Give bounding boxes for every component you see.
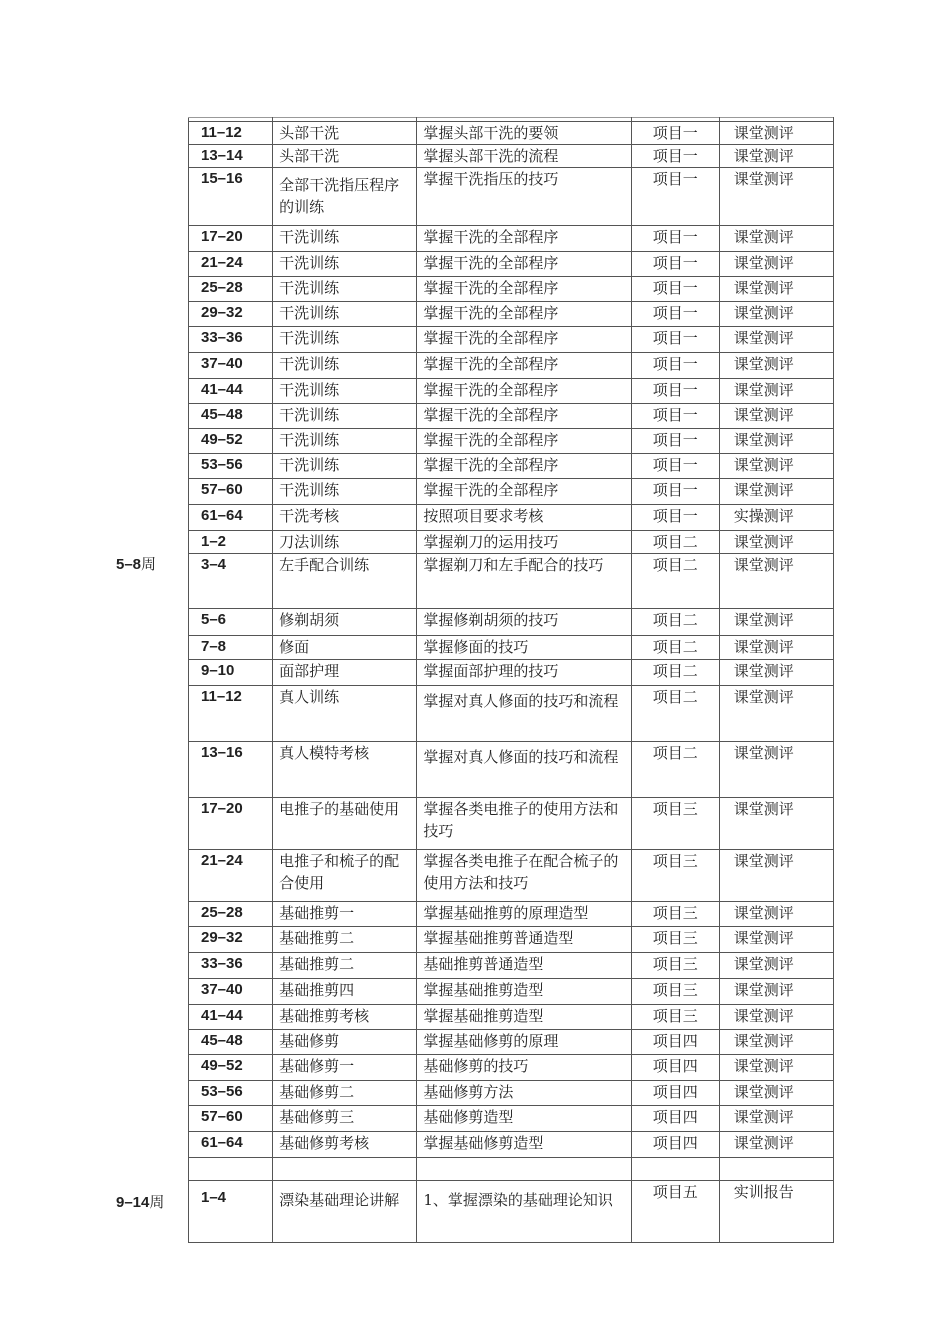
project-name: 项目三 xyxy=(631,953,719,979)
session-number: 25–28 xyxy=(189,277,273,302)
table-row xyxy=(189,429,834,454)
evaluation-method: 课堂测评 xyxy=(719,979,833,1005)
session-goal: 掌握各类电推子在配合梳子的使用方法和技巧 xyxy=(417,850,631,902)
project-name: 项目一 xyxy=(631,145,719,168)
evaluation-method: 课堂测评 xyxy=(719,953,833,979)
session-goal: 基础修剪方法 xyxy=(417,1081,631,1106)
evaluation-method: 课堂测评 xyxy=(719,302,833,327)
session-goal: 掌握对真人修面的技巧和流程 xyxy=(417,686,631,742)
project-name: 项目一 xyxy=(631,429,719,454)
evaluation-method: 课堂测评 xyxy=(719,636,833,660)
evaluation-method: 课堂测评 xyxy=(719,850,833,902)
evaluation-method: 课堂测评 xyxy=(719,902,833,927)
session-number: 25–28 xyxy=(189,902,273,927)
session-topic: 干洗考核 xyxy=(273,505,417,531)
session-number: 33–36 xyxy=(189,953,273,979)
table-row xyxy=(189,742,834,798)
project-name: 项目二 xyxy=(631,742,719,798)
session-number: 61–64 xyxy=(189,505,273,531)
project-name: 项目一 xyxy=(631,479,719,505)
evaluation-method: 实操测评 xyxy=(719,505,833,531)
evaluation-method: 课堂测评 xyxy=(719,1081,833,1106)
table-row xyxy=(189,505,834,531)
session-goal: 掌握干洗的全部程序 xyxy=(417,429,631,454)
table-row xyxy=(189,1181,834,1243)
session-number: 13–14 xyxy=(189,145,273,168)
session-goal: 掌握基础推剪造型 xyxy=(417,1005,631,1030)
evaluation-method: 课堂测评 xyxy=(719,353,833,379)
session-goal: 掌握干洗的全部程序 xyxy=(417,479,631,505)
session-number: 11–12 xyxy=(189,122,273,145)
evaluation-method: 课堂测评 xyxy=(719,798,833,850)
project-name: 项目二 xyxy=(631,686,719,742)
project-name: 项目一 xyxy=(631,252,719,277)
table-row xyxy=(189,252,834,277)
table-row xyxy=(189,1005,834,1030)
evaluation-method: 课堂测评 xyxy=(719,1055,833,1081)
table-row xyxy=(189,122,834,145)
session-number: 53–56 xyxy=(189,454,273,479)
session-topic: 修剃胡须 xyxy=(273,609,417,636)
session-number: 17–20 xyxy=(189,798,273,850)
session-topic: 干洗训练 xyxy=(273,327,417,353)
project-name: 项目二 xyxy=(631,636,719,660)
project-name: 项目二 xyxy=(631,554,719,609)
session-number: 57–60 xyxy=(189,1106,273,1132)
session-topic: 电推子和梳子的配合使用 xyxy=(273,850,417,902)
session-topic: 基础推剪考核 xyxy=(273,1005,417,1030)
session-goal: 掌握基础推剪的原理造型 xyxy=(417,902,631,927)
session-number: 15–16 xyxy=(189,168,273,226)
table-row xyxy=(189,454,834,479)
table-row xyxy=(189,277,834,302)
project-name: 项目三 xyxy=(631,902,719,927)
session-topic: 头部干洗 xyxy=(273,145,417,168)
project-name: 项目一 xyxy=(631,327,719,353)
session-topic: 基础修剪考核 xyxy=(273,1132,417,1158)
session-topic: 干洗训练 xyxy=(273,226,417,252)
project-name: 项目三 xyxy=(631,850,719,902)
session-topic: 基础修剪三 xyxy=(273,1106,417,1132)
session-topic: 干洗训练 xyxy=(273,404,417,429)
session-number: 61–64 xyxy=(189,1132,273,1158)
evaluation-method: 课堂测评 xyxy=(719,554,833,609)
session-number: 49–52 xyxy=(189,1055,273,1081)
session-number: 37–40 xyxy=(189,979,273,1005)
evaluation-method: 课堂测评 xyxy=(719,1132,833,1158)
session-topic: 基础修剪 xyxy=(273,1030,417,1055)
session-goal: 基础推剪普通造型 xyxy=(417,953,631,979)
evaluation-method: 课堂测评 xyxy=(719,327,833,353)
session-goal: 掌握干洗的全部程序 xyxy=(417,226,631,252)
table-row xyxy=(189,1132,834,1158)
session-goal: 1、掌握漂染的基础理论知识 xyxy=(417,1181,631,1243)
evaluation-method: 课堂测评 xyxy=(719,277,833,302)
session-number: 17–20 xyxy=(189,226,273,252)
session-topic: 基础推剪二 xyxy=(273,927,417,953)
table-row xyxy=(189,145,834,168)
table-row xyxy=(189,1055,834,1081)
session-topic: 面部护理 xyxy=(273,660,417,686)
evaluation-method xyxy=(719,1158,833,1181)
table-row xyxy=(189,379,834,404)
session-topic: 干洗训练 xyxy=(273,277,417,302)
project-name: 项目一 xyxy=(631,226,719,252)
table-row xyxy=(189,353,834,379)
evaluation-method: 课堂测评 xyxy=(719,660,833,686)
table-row xyxy=(189,327,834,353)
project-name: 项目二 xyxy=(631,660,719,686)
session-number: 49–52 xyxy=(189,429,273,454)
table-row xyxy=(189,226,834,252)
table-row xyxy=(189,479,834,505)
session-topic xyxy=(273,1158,417,1181)
table-row xyxy=(189,927,834,953)
project-name: 项目二 xyxy=(631,609,719,636)
session-goal: 掌握各类电推子的使用方法和技巧 xyxy=(417,798,631,850)
session-goal: 掌握干洗的全部程序 xyxy=(417,302,631,327)
evaluation-method: 课堂测评 xyxy=(719,531,833,554)
project-name: 项目四 xyxy=(631,1081,719,1106)
session-goal: 掌握基础修剪的原理 xyxy=(417,1030,631,1055)
evaluation-method: 课堂测评 xyxy=(719,454,833,479)
session-goal: 掌握干洗的全部程序 xyxy=(417,404,631,429)
session-goal: 掌握剃刀和左手配合的技巧 xyxy=(417,554,631,609)
session-number: 41–44 xyxy=(189,379,273,404)
session-number: 1–2 xyxy=(189,531,273,554)
session-number: 53–56 xyxy=(189,1081,273,1106)
evaluation-method: 课堂测评 xyxy=(719,145,833,168)
session-goal: 按照项目要求考核 xyxy=(417,505,631,531)
project-name: 项目一 xyxy=(631,379,719,404)
session-number xyxy=(189,1158,273,1181)
session-number: 45–48 xyxy=(189,1030,273,1055)
session-topic: 干洗训练 xyxy=(273,353,417,379)
session-number: 9–10 xyxy=(189,660,273,686)
session-topic: 刀法训练 xyxy=(273,531,417,554)
project-name: 项目四 xyxy=(631,1030,719,1055)
session-topic: 全部干洗指压程序的训练 xyxy=(273,168,417,226)
session-topic: 电推子的基础使用 xyxy=(273,798,417,850)
session-topic: 干洗训练 xyxy=(273,429,417,454)
evaluation-method: 课堂测评 xyxy=(719,479,833,505)
session-topic: 干洗训练 xyxy=(273,302,417,327)
project-name: 项目三 xyxy=(631,1005,719,1030)
project-name: 项目一 xyxy=(631,122,719,145)
project-name: 项目一 xyxy=(631,277,719,302)
project-name: 项目三 xyxy=(631,798,719,850)
evaluation-method: 课堂测评 xyxy=(719,122,833,145)
table-row xyxy=(189,953,834,979)
session-topic: 干洗训练 xyxy=(273,479,417,505)
session-goal: 掌握对真人修面的技巧和流程 xyxy=(417,742,631,798)
evaluation-method: 课堂测评 xyxy=(719,686,833,742)
week-label-9-14: 9–14周 xyxy=(116,1193,165,1211)
project-name: 项目二 xyxy=(631,531,719,554)
project-name xyxy=(631,1158,719,1181)
project-name: 项目五 xyxy=(631,1181,719,1243)
session-topic: 干洗训练 xyxy=(273,252,417,277)
project-name: 项目一 xyxy=(631,353,719,379)
table-row xyxy=(189,609,834,636)
table-row xyxy=(189,1030,834,1055)
session-topic: 基础修剪一 xyxy=(273,1055,417,1081)
session-number: 21–24 xyxy=(189,850,273,902)
table-row xyxy=(189,798,834,850)
table-row xyxy=(189,404,834,429)
evaluation-method: 课堂测评 xyxy=(719,252,833,277)
session-goal: 掌握修面的技巧 xyxy=(417,636,631,660)
project-name: 项目四 xyxy=(631,1132,719,1158)
session-topic: 干洗训练 xyxy=(273,454,417,479)
project-name: 项目三 xyxy=(631,927,719,953)
session-number: 7–8 xyxy=(189,636,273,660)
evaluation-method: 课堂测评 xyxy=(719,927,833,953)
session-goal: 掌握修剃胡须的技巧 xyxy=(417,609,631,636)
project-name: 项目四 xyxy=(631,1106,719,1132)
session-number: 45–48 xyxy=(189,404,273,429)
table-row xyxy=(189,636,834,660)
evaluation-method: 课堂测评 xyxy=(719,1030,833,1055)
session-number: 37–40 xyxy=(189,353,273,379)
session-topic: 干洗训练 xyxy=(273,379,417,404)
session-topic: 基础推剪四 xyxy=(273,979,417,1005)
session-number: 33–36 xyxy=(189,327,273,353)
session-goal: 基础修剪的技巧 xyxy=(417,1055,631,1081)
evaluation-method: 课堂测评 xyxy=(719,379,833,404)
session-number: 3–4 xyxy=(189,554,273,609)
session-number: 5–6 xyxy=(189,609,273,636)
session-goal: 掌握干洗的全部程序 xyxy=(417,353,631,379)
evaluation-method: 课堂测评 xyxy=(719,429,833,454)
table-row xyxy=(189,1158,834,1181)
session-number: 29–32 xyxy=(189,302,273,327)
session-number: 57–60 xyxy=(189,479,273,505)
evaluation-method: 课堂测评 xyxy=(719,226,833,252)
evaluation-method: 课堂测评 xyxy=(719,404,833,429)
table-row xyxy=(189,168,834,226)
session-goal: 掌握干洗的全部程序 xyxy=(417,277,631,302)
project-name: 项目一 xyxy=(631,454,719,479)
project-name: 项目一 xyxy=(631,168,719,226)
session-number: 21–24 xyxy=(189,252,273,277)
project-name: 项目一 xyxy=(631,404,719,429)
session-topic: 基础修剪二 xyxy=(273,1081,417,1106)
session-goal: 基础修剪造型 xyxy=(417,1106,631,1132)
session-goal: 掌握基础推剪造型 xyxy=(417,979,631,1005)
session-goal: 掌握面部护理的技巧 xyxy=(417,660,631,686)
session-topic: 基础推剪一 xyxy=(273,902,417,927)
table-row xyxy=(189,302,834,327)
session-goal xyxy=(417,1158,631,1181)
table-row xyxy=(189,686,834,742)
session-goal: 掌握剃刀的运用技巧 xyxy=(417,531,631,554)
evaluation-method: 课堂测评 xyxy=(719,1005,833,1030)
session-goal: 掌握基础修剪造型 xyxy=(417,1132,631,1158)
session-topic: 左手配合训练 xyxy=(273,554,417,609)
session-topic: 真人模特考核 xyxy=(273,742,417,798)
evaluation-method: 课堂测评 xyxy=(719,742,833,798)
project-name: 项目一 xyxy=(631,505,719,531)
session-goal: 掌握基础推剪普通造型 xyxy=(417,927,631,953)
session-goal: 掌握头部干洗的要领 xyxy=(417,122,631,145)
table-row xyxy=(189,1081,834,1106)
table-row xyxy=(189,1106,834,1132)
session-goal: 掌握干洗的全部程序 xyxy=(417,252,631,277)
table-row xyxy=(189,850,834,902)
session-goal: 掌握干洗的全部程序 xyxy=(417,379,631,404)
session-number: 11–12 xyxy=(189,686,273,742)
evaluation-method: 实训报告 xyxy=(719,1181,833,1243)
table-row xyxy=(189,531,834,554)
evaluation-method: 课堂测评 xyxy=(719,1106,833,1132)
table-row xyxy=(189,979,834,1005)
session-number: 29–32 xyxy=(189,927,273,953)
evaluation-method: 课堂测评 xyxy=(719,168,833,226)
project-name: 项目三 xyxy=(631,979,719,1005)
week-label-5-8: 5–8周 xyxy=(116,555,157,573)
session-goal: 掌握干洗指压的技巧 xyxy=(417,168,631,226)
session-topic: 漂染基础理论讲解 xyxy=(273,1181,417,1243)
schedule-table xyxy=(188,117,834,1243)
evaluation-method: 课堂测评 xyxy=(719,609,833,636)
session-number: 41–44 xyxy=(189,1005,273,1030)
session-topic: 修面 xyxy=(273,636,417,660)
project-name: 项目一 xyxy=(631,302,719,327)
session-topic: 真人训练 xyxy=(273,686,417,742)
session-topic: 头部干洗 xyxy=(273,122,417,145)
table-row xyxy=(189,554,834,609)
table-row xyxy=(189,660,834,686)
session-goal: 掌握干洗的全部程序 xyxy=(417,327,631,353)
project-name: 项目四 xyxy=(631,1055,719,1081)
session-number: 1–4 xyxy=(189,1181,273,1243)
table-row xyxy=(189,902,834,927)
session-number: 13–16 xyxy=(189,742,273,798)
session-goal: 掌握头部干洗的流程 xyxy=(417,145,631,168)
session-goal: 掌握干洗的全部程序 xyxy=(417,454,631,479)
session-topic: 基础推剪二 xyxy=(273,953,417,979)
